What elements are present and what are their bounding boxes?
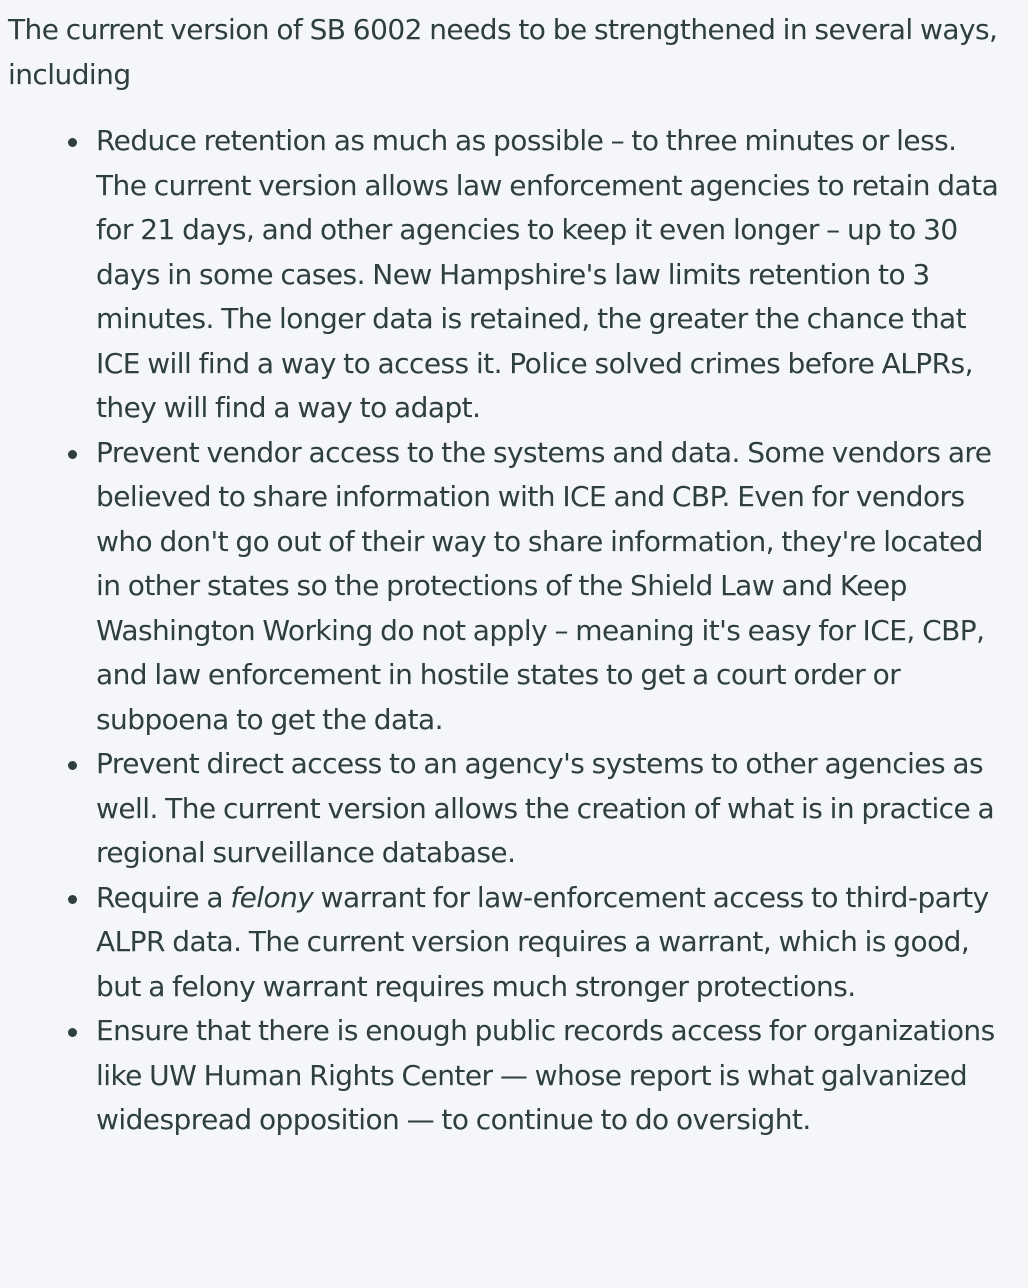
list-item-felony-warrant: [96, 876, 1013, 1010]
intro-paragraph: The current version of SB 6002 needs to be strengthened in several ways, including: [8, 13, 998, 91]
recommendations-list: [8, 119, 1013, 1143]
list-item-vendor-access: Prevent vendor access to the systems and data. Some vendors are believed to share information with ICE and CBP. Even for vendors who don't go out of their way to share information, they're located in other states so the protections of the Shield Law and Keep Washington Working do not apply – meaning it's easy for ICE, CBP, and law enforcement in hostile states to get a court order or subpoena to get the data.: [96, 431, 1013, 743]
felony-emphasis: felony: [230, 880, 314, 914]
felony-warrant-text-before: Require a: [96, 880, 231, 914]
list-item-public-records: Ensure that there is enough public records access for organizations like UW Human Rights Center — whose report is what galvanized widespread opposition — to continue to do oversight.: [96, 1009, 1013, 1143]
list-item-retention: Reduce retention as much as possible – to three minutes or less. The current version allows law enforcement agencies to retain data for 21 days, and other agencies to keep it even longer – up to 30 days in some cases. New Hampshire's law limits retention to 3 minutes. The longer data is retained, the greater the chance that ICE will find a way to access it. Police solved crimes before ALPRs, they will find a way to adapt.: [96, 119, 1013, 431]
list-item-agency-access: Prevent direct access to an agency's systems to other agencies as well. The current version allows the creation of what is in practice a regional surveillance database.: [96, 742, 1013, 876]
felony-warrant-text-after: warrant for law-enforcement access to third-party ALPR data. The current version requires a warrant, which is good, but a felony warrant requires much stronger protections.: [96, 880, 989, 1003]
article-body: [8, 8, 1013, 1143]
